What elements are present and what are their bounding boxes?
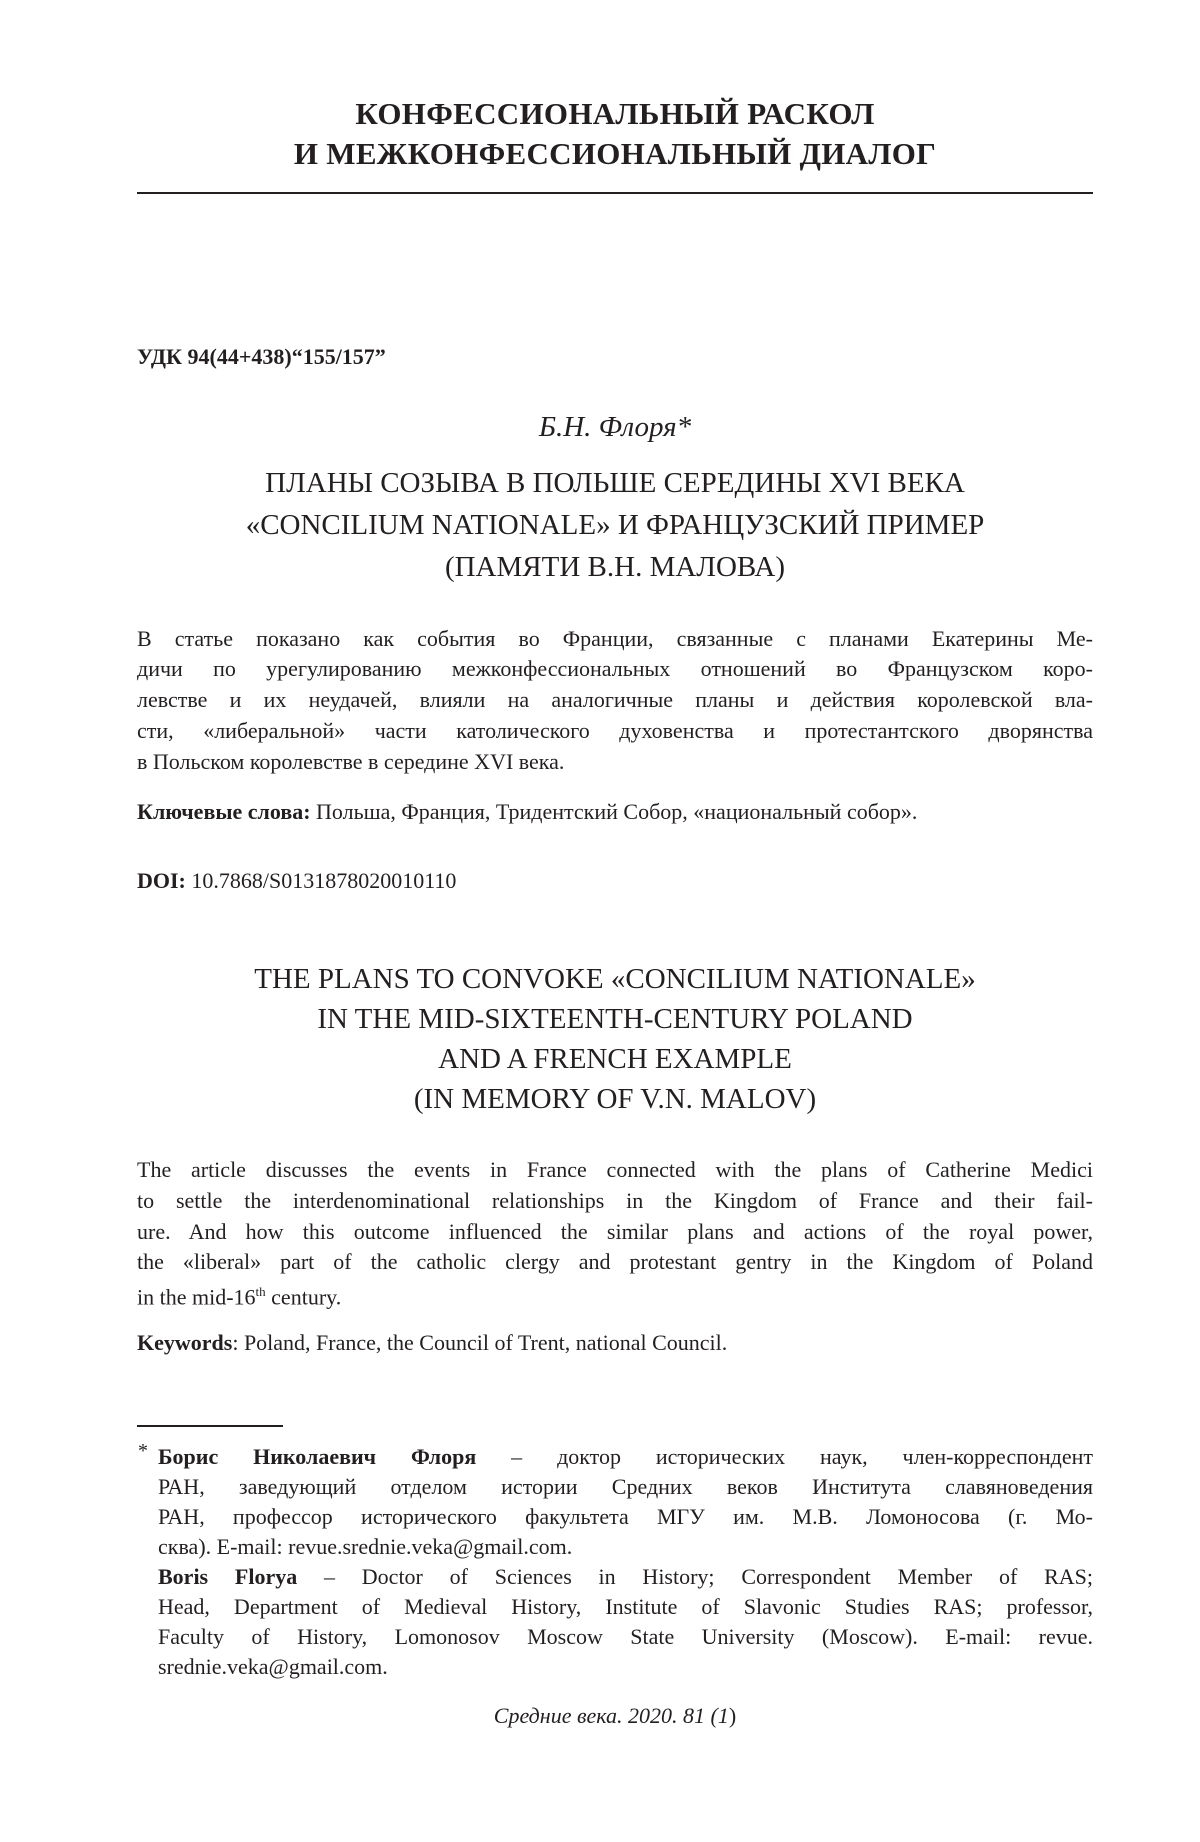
abstract-en-line: ure. And how this outcome influenced the similar plans and actions of the royal power, [137, 1219, 1093, 1244]
section-title-line-1: КОНФЕССИОНАЛЬНЫЙ РАСКОЛ [355, 96, 875, 131]
footnote-line: Faculty of History, Lomonosov Moscow State University (Moscow). E-mail: revue. [158, 1624, 1093, 1649]
title-ru-line: (ПАМЯТИ В.Н. МАЛОВА) [444, 551, 786, 583]
abstract-en-text: century. [265, 1284, 342, 1310]
doi-value: 10.7868/S0131878020010110 [185, 868, 457, 893]
footnote-text: – доктор исторических наук, член-корреспондент [476, 1444, 1093, 1469]
abstract-ru-line: сти, «либеральной» части католического духовенства и протестантского дворянства [137, 718, 1093, 743]
keywords-en [137, 1328, 1093, 1358]
footnote-line: РАН, профессор исторического факультета МГУ им. М.В. Ломоносова (г. Мо- [158, 1504, 1093, 1529]
footnote-rule [137, 1425, 283, 1427]
keywords-en-label: Keywords [137, 1330, 233, 1355]
footnote-text: – Doctor of Sciences in History; Correspondent Member of RAS; [297, 1564, 1093, 1589]
footnote-author-ru: Борис Николаевич Флоря [158, 1444, 477, 1469]
doi [137, 866, 1093, 896]
title-ru-line: «CONCILIUM NATIONALE» И ФРАНЦУЗСКИЙ ПРИМЕР [245, 509, 985, 541]
footnote-line: Head, Department of Medieval History, Institute of Slavonic Studies RAS; professor, [158, 1594, 1093, 1619]
title-ru-line: ПЛАНЫ СОЗЫВА В ПОЛЬШЕ СЕРЕДИНЫ XVI ВЕКА [265, 467, 965, 499]
footnote-line [158, 1442, 1093, 1472]
abstract-ru-line: В статье показано как события во Франции, связанные с планами Екатерины Ме- [137, 626, 1093, 651]
abstract-ru-line: в Польском королевстве в середине XVI века. [137, 749, 565, 774]
footer-paren: ) [728, 1703, 737, 1728]
footnote-marker: * [138, 1440, 148, 1462]
footnote-line: srednie.veka@gmail.com. [158, 1654, 388, 1679]
footnote-line: РАН, заведующий отделом истории Средних веков Института славяноведения [158, 1474, 1093, 1499]
title-en-line: (IN MEMORY OF V.N. MALOV) [413, 1083, 817, 1115]
title-en-line: THE PLANS TO CONVOKE «CONCILIUM NATIONALE» [254, 963, 976, 995]
footnote-author-en: Boris Florya [158, 1564, 298, 1589]
abstract-en-line: the «liberal» part of the catholic clergy and protestant gentry in the Kingdom of Poland [137, 1249, 1093, 1274]
section-title-line-2: И МЕЖКОНФЕССИОНАЛЬНЫЙ ДИАЛОГ [293, 136, 937, 171]
footnote-line: сква). E-mail: revue.srednie.veka@gmail.com. [158, 1534, 573, 1559]
page-footer [137, 1703, 1093, 1729]
abstract-en-text: in the mid-16 [137, 1284, 256, 1310]
keywords-ru-label: Ключевые слова: [137, 799, 311, 824]
keywords-ru [137, 797, 1093, 827]
abstract-en-line: to settle the interdenominational relationships in the Kingdom of France and their fail- [137, 1188, 1093, 1213]
keywords-ru-text: Польша, Франция, Тридентский Собор, «национальный собор». [310, 799, 918, 824]
abstract-en-line: The article discusses the events in France connected with the plans of Catherine Medici [137, 1157, 1093, 1182]
abstract-ru-line: дичи по урегулированию межконфессиональных отношений во Французском коро- [137, 656, 1093, 681]
superscript: th [255, 1284, 266, 1299]
footer-issue: 1 [717, 1703, 729, 1728]
header-rule [137, 192, 1093, 194]
udk-code: УДК 94(44+438)“155/157” [137, 344, 386, 369]
doi-label: DOI: [137, 868, 186, 893]
keywords-en-text: : Poland, France, the Council of Trent, national Council. [232, 1330, 728, 1355]
title-en-line: IN THE MID-SIXTEENTH-CENTURY POLAND [317, 1003, 913, 1035]
title-en-line: AND A FRENCH EXAMPLE [438, 1043, 792, 1075]
abstract-ru-line: левстве и их неудачей, влияли на аналогичные планы и действия королевской вла- [137, 687, 1093, 712]
footnote-line [158, 1562, 1093, 1592]
footer-journal: Средние века. 2020. 81 ( [493, 1703, 718, 1728]
author: Б.Н. Флоря* [538, 411, 692, 443]
abstract-en-line [137, 1277, 1093, 1312]
